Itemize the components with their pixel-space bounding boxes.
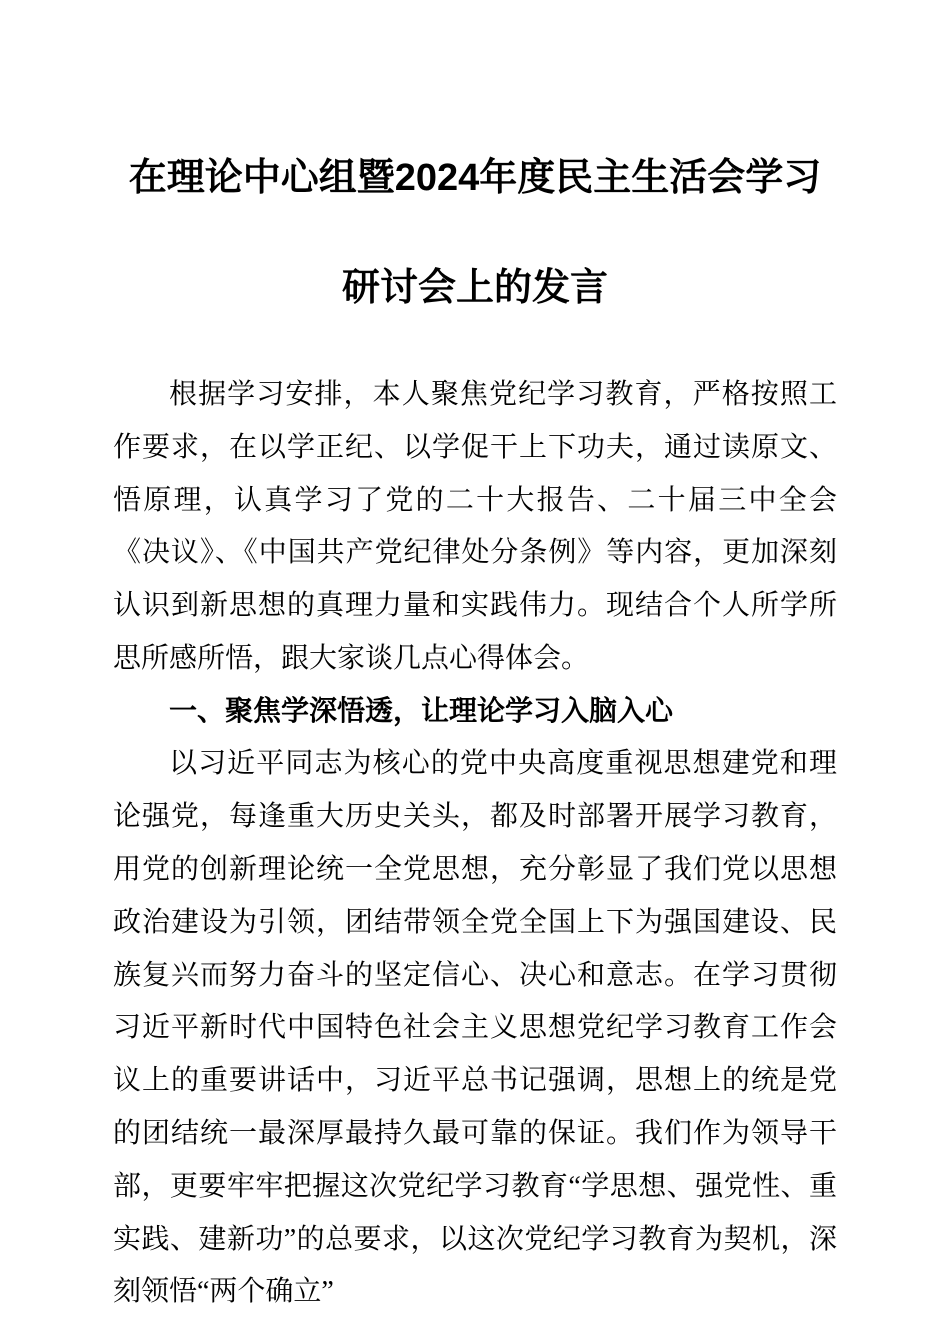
section-1-paragraph: 以习近平同志为核心的党中央高度重视思想建党和理论强党，每逢重大历史关头，都及时部署开展学习教育，用党的创新理论统一全党思想，充分彰显了我们党以思想政治建设为引领，团结带领全党全国上下为强国建设、民族复兴而努力奋斗的坚定信心、决心和意志。在学习贯彻习近平新时代中国特色社会主义思想党纪学习教育工作会议上的重要讲话中，习近平总书记强调，思想上的统是党的团结统一最深厚最持久最可靠的保证。我们作为领导干部，更要牢牢把握这次党纪学习教育“学思想、强党性、重实践、建新功”的总要求，以这次党纪学习教育为契机，深刻领悟“两个确立” xyxy=(113,748,837,1308)
document-body xyxy=(113,369,837,1319)
intro-paragraph: 根据学习安排，本人聚焦党纪学习教育，严格按照工作要求，在以学正纪、以学促干上下功夫，通过读原文、悟原理，认真学习了党的二十大报告、二十届三中全会《决议》、《中国共产党纪律处分条例》等内容，更加深刻认识到新思想的真理力量和实践伟力。现结合个人所学所思所感所悟，跟大家谈几点心得体会。 xyxy=(113,378,837,674)
document-title-line-2: 研讨会上的发言 xyxy=(341,267,608,310)
document-title-line-1: 在理论中心组暨2024年度民主生活会学习 xyxy=(128,157,822,200)
document-title xyxy=(113,123,837,343)
section-1-heading: 一、聚焦学深悟透，让理论学习入脑入心 xyxy=(169,695,674,727)
